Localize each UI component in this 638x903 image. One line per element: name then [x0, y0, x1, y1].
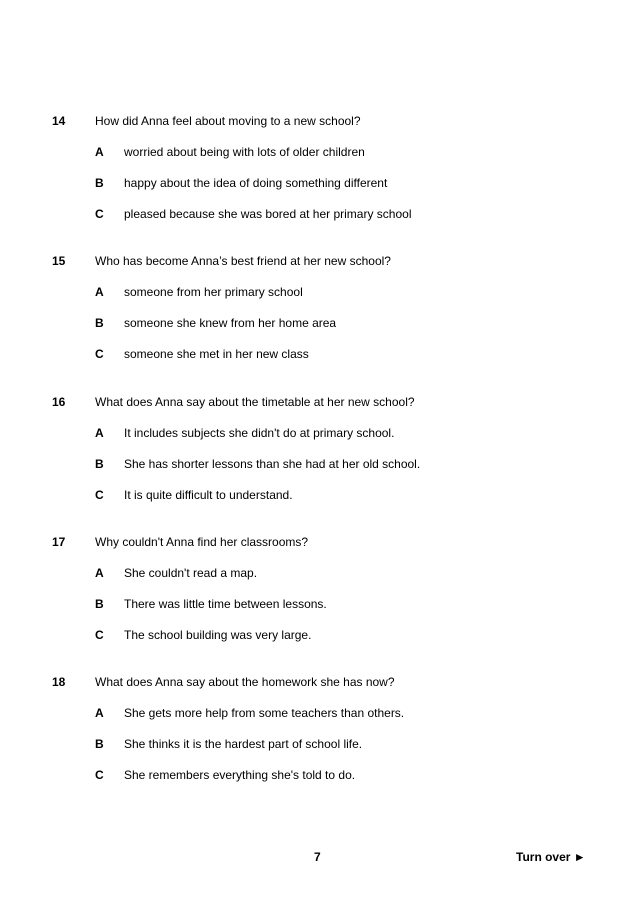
option-b — [0, 597, 638, 613]
option-text: There was little time between lessons. — [124, 597, 327, 611]
option-text: She gets more help from some teachers than others. — [124, 706, 405, 720]
option-letter: A — [95, 145, 104, 159]
question-number: 17 — [52, 535, 66, 549]
option-text: The school building was very large. — [124, 628, 312, 642]
option-a — [0, 285, 638, 301]
option-letter: B — [95, 176, 104, 190]
question-number: 18 — [52, 675, 66, 689]
option-letter: A — [95, 566, 104, 580]
option-c — [0, 207, 638, 223]
question-row — [0, 114, 638, 130]
question-row — [0, 395, 638, 411]
option-a — [0, 145, 638, 161]
option-c — [0, 347, 638, 363]
option-letter: A — [95, 285, 104, 299]
question-row — [0, 675, 638, 691]
option-b — [0, 457, 638, 473]
option-c — [0, 488, 638, 504]
option-a — [0, 706, 638, 722]
question-number: 16 — [52, 395, 66, 409]
question-row — [0, 535, 638, 551]
option-letter: C — [95, 488, 104, 502]
page-number: 7 — [314, 850, 321, 864]
option-text: someone from her primary school — [124, 285, 303, 299]
option-b — [0, 176, 638, 192]
option-text: It includes subjects she didn't do at primary school. — [124, 426, 395, 440]
option-letter: B — [95, 457, 104, 471]
option-c — [0, 768, 638, 784]
turn-over-label: Turn over ► — [516, 850, 586, 864]
option-text: She remembers everything she's told to do. — [124, 768, 356, 782]
option-c — [0, 628, 638, 644]
question-number: 15 — [52, 254, 66, 268]
option-text: She couldn't read a map. — [124, 566, 258, 580]
question-text: What does Anna say about the homework she has now? — [95, 675, 395, 689]
option-letter: B — [95, 316, 104, 330]
option-letter: A — [95, 706, 104, 720]
question-number: 14 — [52, 114, 66, 128]
option-letter: B — [95, 597, 104, 611]
option-text: She thinks it is the hardest part of school life. — [124, 737, 363, 751]
option-text: worried about being with lots of older children — [124, 145, 365, 159]
question-text: How did Anna feel about moving to a new school? — [95, 114, 361, 128]
question-text: Why couldn't Anna find her classrooms? — [95, 535, 309, 549]
question-text: What does Anna say about the timetable at her new school? — [95, 395, 415, 409]
option-text: happy about the idea of doing something different — [124, 176, 388, 190]
option-letter: C — [95, 347, 104, 361]
question-row — [0, 254, 638, 270]
question-16 — [0, 395, 638, 502]
option-a — [0, 426, 638, 442]
option-a — [0, 566, 638, 582]
question-18 — [0, 675, 638, 782]
option-letter: C — [95, 628, 104, 642]
option-b — [0, 316, 638, 332]
option-text: It is quite difficult to understand. — [124, 488, 293, 502]
option-text: someone she met in her new class — [124, 347, 309, 361]
option-text: pleased because she was bored at her primary school — [124, 207, 412, 221]
option-letter: C — [95, 768, 104, 782]
question-14 — [0, 114, 638, 221]
question-text: Who has become Anna’s best friend at her new school? — [95, 254, 391, 268]
option-text: She has shorter lessons than she had at her old school. — [124, 457, 421, 471]
option-letter: A — [95, 426, 104, 440]
option-letter: B — [95, 737, 104, 751]
question-17 — [0, 535, 638, 642]
option-letter: C — [95, 207, 104, 221]
question-15 — [0, 254, 638, 361]
option-b — [0, 737, 638, 753]
option-text: someone she knew from her home area — [124, 316, 337, 330]
